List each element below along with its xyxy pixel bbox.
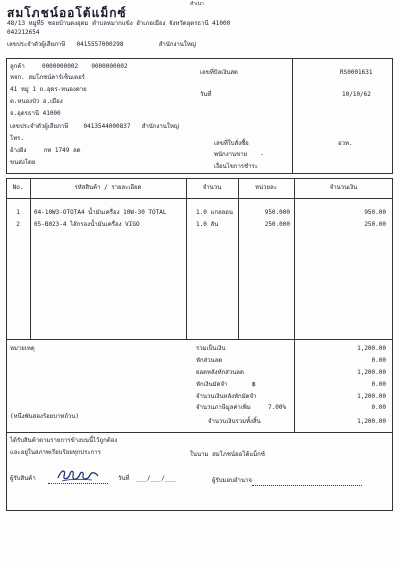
customer-branch: สำนักงานใหญ่ bbox=[141, 123, 179, 130]
customer-code-label: ลูกค้า bbox=[10, 63, 25, 70]
customer-code-row bbox=[10, 64, 127, 70]
summary-subtotal-label: รวมเป็นเงิน bbox=[196, 345, 226, 352]
customer-credit-label: อ้างอิง bbox=[10, 147, 27, 154]
header-unit-price: หน่วยละ bbox=[255, 184, 277, 191]
row-1-amount: 950.00 bbox=[364, 209, 386, 216]
received-statement-1: ได้รับสินค้าตามรายการข้างบนนี้ไว้ถูกต้อง bbox=[10, 437, 118, 444]
copy-mark: สำเนา bbox=[190, 1, 204, 7]
summary-separator bbox=[6, 339, 393, 340]
summary-deposit-currency: ฿ bbox=[252, 381, 256, 388]
customer-ship-label: ขนส่งโดย bbox=[10, 159, 36, 166]
company-name: สมโภชน์ออโต้แม็กซ์ bbox=[7, 6, 127, 20]
header-description: รหัสสินค้า / รายละเอียด bbox=[74, 184, 142, 191]
customer-credit-value: กท 1749 ลด bbox=[43, 147, 81, 154]
items-header-separator bbox=[6, 198, 393, 199]
invoice-terms-label: เงื่อนไขการชำระ bbox=[214, 163, 258, 170]
summary-subtotal-value: 1,200.00 bbox=[357, 345, 386, 352]
amount-in-words: (หนึ่งพันสองร้อยบาทถ้วน) bbox=[10, 413, 80, 420]
summary-after-discount-value: 1,200.00 bbox=[357, 369, 386, 376]
invoice-salesman-value: - bbox=[260, 151, 264, 158]
remarks-label: หมายเหตุ bbox=[10, 345, 35, 352]
row-2-unit-price: 250.000 bbox=[264, 221, 290, 228]
row-1-description: 04-10W3-OTOTA4 น้ำมันเครื่อง 10W-30 TOTAL bbox=[34, 209, 167, 216]
customer-phone-label: โทร. bbox=[10, 135, 25, 142]
row-2-quantity: 1.0 ลัน bbox=[196, 221, 219, 228]
customer-name: หจก. สมโภชน์คาร์เซ็นเตอร์ bbox=[10, 74, 85, 81]
company-tax-row bbox=[7, 42, 196, 48]
company-tax-label: เลขประจำตัวผู้เสียภาษี bbox=[7, 41, 66, 48]
customer-tax-label: เลขประจำตัวผู้เสียภาษี bbox=[10, 123, 69, 130]
summary-after-deposit-value: 1,200.00 bbox=[357, 393, 386, 400]
company-tax-id: 0415557000298 bbox=[76, 41, 124, 48]
row-2-no: 2 bbox=[16, 221, 20, 228]
company-address: 48/13 หมู่ที่5 ซอยบ้านดงอุดม ตำบลหมากแข้ง อำเภอเมือง จังหวัดอุดรธานี 41000 bbox=[7, 20, 231, 27]
row-1-quantity: 1.0 แกลลอน bbox=[196, 209, 234, 216]
summary-discount-label: หักส่วนลด bbox=[196, 357, 223, 364]
receiver-date-label: วันที่ bbox=[118, 475, 130, 482]
customer-credit-row bbox=[10, 148, 81, 154]
customer-tax-row bbox=[10, 124, 179, 130]
row-1-unit-price: 950.000 bbox=[264, 209, 290, 216]
invoice-po-label: เลขที่ใบสั่งซื้อ bbox=[214, 140, 249, 147]
col-divider-desc bbox=[186, 178, 187, 339]
receiver-signature-icon bbox=[56, 466, 100, 484]
invoice-po-value: อวท. bbox=[338, 140, 353, 147]
summary-discount-value: 0.00 bbox=[371, 357, 386, 364]
header-no: No. bbox=[12, 184, 24, 191]
row-2-amount: 250.00 bbox=[364, 221, 386, 228]
col-divider-no bbox=[30, 178, 31, 339]
footer-separator bbox=[6, 432, 393, 433]
customer-code-2: 0000000002 bbox=[91, 63, 128, 70]
company-phone: 042212654 bbox=[7, 29, 40, 36]
header-quantity: จำนวน bbox=[202, 184, 222, 191]
invoice-date-label: วันที่ bbox=[200, 91, 212, 98]
invoice-date: 10/10/62 bbox=[342, 91, 371, 98]
customer-tax-id: 0413544000837 bbox=[83, 123, 131, 130]
invoice-number-label: เลขที่บิลเงินสด bbox=[200, 69, 238, 76]
summary-deposit-value: 0.00 bbox=[371, 381, 386, 388]
summary-vat-rate: 7.00% bbox=[268, 404, 287, 411]
summary-vat-value: 0.00 bbox=[371, 404, 386, 411]
authorized-label: ผู้รับมอบอำนาจ bbox=[212, 477, 252, 484]
customer-address-3: จ.อุดรธานี 41000 bbox=[10, 110, 61, 117]
customer-address-2: ต.หนองบัว อ.เมือง bbox=[10, 98, 63, 105]
receiver-date-blank: ___/___/___ bbox=[136, 475, 176, 482]
summary-after-deposit-label: จำนวนเงินหลังหักมัดจำ bbox=[196, 393, 257, 400]
summary-deposit-label: หักเงินมัดจำ bbox=[196, 381, 228, 388]
summary-total-label: จำนวนเงินรวมทั้งสิ้น bbox=[208, 418, 261, 425]
col-divider-qty bbox=[238, 178, 239, 339]
invoice-number: RS0001631 bbox=[340, 69, 373, 76]
col-divider-unit bbox=[294, 178, 295, 339]
company-sign-name: ในนาม สมโภชน์ออโต้แม็กซ์ bbox=[190, 451, 265, 458]
received-statement-2: และอยู่ในสภาพเรียบร้อยทุกประการ bbox=[10, 449, 101, 456]
header-amount: จำนวนเงิน bbox=[329, 184, 358, 191]
receiver-label: ผู้รับสินค้า bbox=[10, 475, 36, 482]
authorized-sign-line bbox=[252, 485, 362, 486]
customer-code: 0000000002 bbox=[41, 63, 79, 70]
info-box-divider bbox=[292, 58, 293, 174]
summary-vat-label: จำนวนภาษีมูลค่าเพิ่ม bbox=[196, 404, 251, 411]
row-2-description: 05-B023-4 ไส้กรองน้ำมันเครื่อง VIGO bbox=[34, 221, 140, 228]
summary-after-discount-label: ยอดหลังหักส่วนลด bbox=[196, 369, 244, 376]
invoice-salesman-label: พนักงานขาย bbox=[214, 151, 248, 158]
company-branch: สำนักงานใหญ่ bbox=[158, 41, 196, 48]
summary-total-value: 1,200.00 bbox=[357, 418, 386, 425]
customer-address-1: 41 หมู่ 1 ถ.อุดร-หนองคาย bbox=[10, 86, 87, 93]
row-1-no: 1 bbox=[16, 209, 20, 216]
